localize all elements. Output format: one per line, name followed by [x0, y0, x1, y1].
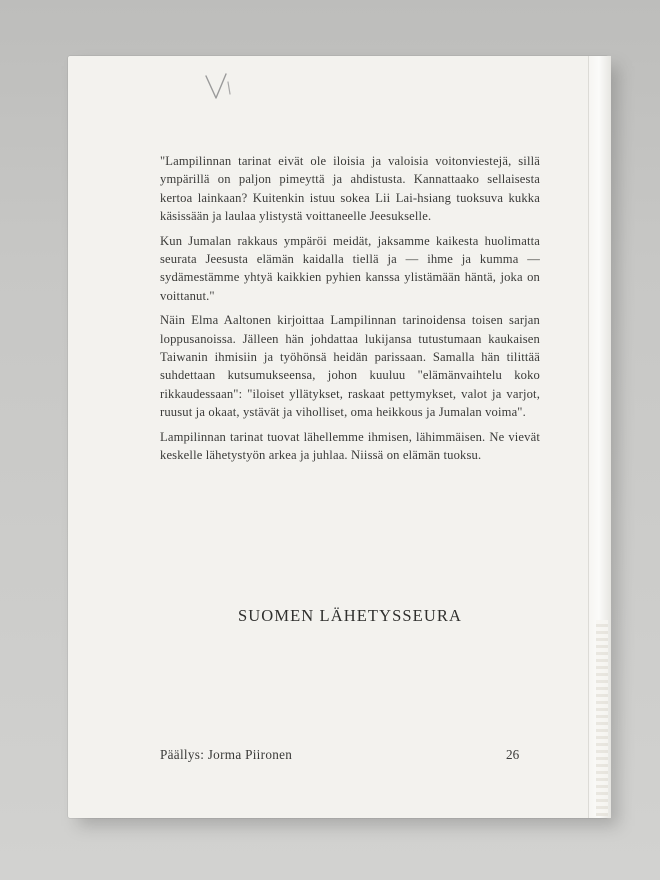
blurb-paragraph-3: Näin Elma Aaltonen kirjoittaa Lampilinnan tarinoidensa toisen sarjan loppusanoissa. Jälleen hän johdattaa lukijansa tutustumaan kaukaisen Taiwanin ihmisiin ja työhönsä heidän parissaan. Samalla hän tilittää suhdettaan kutsumukseensa, johon kuuluu "elämänvaihtelu koko rikkaudessaan": "iloiset yllätykset, raskaat pettymykset, valot ja varjot, ruusut ja okaat, ystävät ja viholliset, oma heikkous ja Jumalan voima". [160, 313, 540, 420]
publisher-name: SUOMEN LÄHETYSSEURA [238, 606, 462, 625]
blurb-paragraph-4: Lampilinnan tarinat tuovat lähellemme ihmisen, lähimmäisen. Ne vievät keskelle lähetystyön arkea ja juhlaa. Niissä on elämän tuoksu. [160, 429, 540, 463]
cover-credit: Päällys: Jorma Piironen [160, 747, 293, 762]
pencil-mark-icon [200, 70, 240, 110]
spine-wear-texture [596, 620, 608, 816]
blurb-paragraph-1: "Lampilinnan tarinat eivät ole iloisia ja valoisia voitonviestejä, sillä ympärillä on paljon pimeyttä ja ahdistusta. Kannattaako sellaisesta kertoa lainkaan? Kuitenkin istuu sokea Lii Lai-hsiang tuoksuva kukka käsissään ja laulaa ylistystä voittaneelle Jeesukselle. [160, 154, 540, 224]
blurb-paragraph-2: Kun Jumalan rakkaus ympäröi meidät, jaksamme kaikesta huolimatta seurata Jeesusta elämän kaidalla tiellä ja — ihme ja kumma — sydämestämme yhtyä kaikkien pyhien kanssa ylistämään häntä, joka on voittanut." [160, 233, 540, 303]
series-number: 26 [506, 747, 520, 762]
blurb-text [160, 152, 540, 471]
